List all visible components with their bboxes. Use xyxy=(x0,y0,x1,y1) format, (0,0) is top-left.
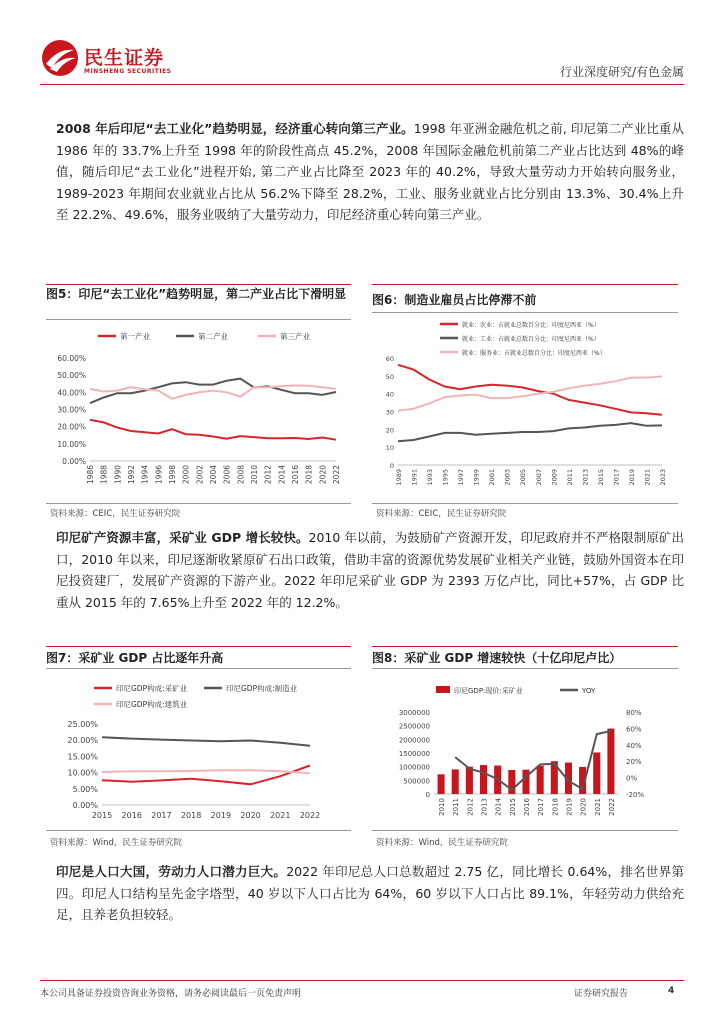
x-tick-label: 2022 xyxy=(299,811,321,820)
x-tick-label: 1993 xyxy=(426,469,435,486)
series-line-3 xyxy=(90,386,336,399)
series-line-2 xyxy=(398,423,662,441)
bar xyxy=(438,774,445,794)
series-line-3 xyxy=(102,770,310,773)
x-tick-label: 1995 xyxy=(441,469,450,486)
x-tick-label: 2016 xyxy=(523,798,531,816)
x-tick-label: 2021 xyxy=(593,798,602,816)
fig7-source-rule xyxy=(46,830,351,831)
x-tick-label: 2017 xyxy=(151,811,172,820)
fig8-title: 图8：采矿业 GDP 增速较快（十亿印尼卢比） xyxy=(372,651,622,665)
fig5-title-rule xyxy=(46,319,351,320)
y-tick-label: 10.00% xyxy=(67,768,98,778)
paragraph-body: 2010 年以前，为鼓励矿产资源开发，印尼政府并不严格限制原矿出口，2010 年以来，印尼逐渐收紧原矿石出口政策，借助丰富的资源优势发展矿业相关产业链，鼓励外国资本在印尼投资建厂，发展矿产资源的下游产业。2022 年印尼采矿业 GDP 为 2393 万亿卢比，同比+57%，占 GDP 比重从 2015 年的 7.65%上升至 2022 年的 12.2%。 xyxy=(56,530,684,610)
legend-label: 第三产业 xyxy=(280,332,310,341)
legend-label: 印尼GDP构成:采矿业 xyxy=(116,684,188,693)
series-line-1 xyxy=(102,766,310,785)
x-tick-label: 2017 xyxy=(537,798,546,816)
logo-subtitle: MINSHENG SECURITIES xyxy=(84,68,172,75)
x-tick-label: 2022 xyxy=(607,798,616,816)
x-tick-label: 2010 xyxy=(438,798,447,816)
y-tick-label: 15.00% xyxy=(67,752,98,762)
y-tick-label: 0.00% xyxy=(72,801,98,810)
x-tick-label: 2002 xyxy=(195,465,205,485)
fig7-chart xyxy=(46,672,351,827)
y-tick-label: 50.00% xyxy=(57,371,86,381)
x-tick-label: 2017 xyxy=(612,469,621,486)
y-tick-label: 50 xyxy=(385,372,394,381)
x-tick-label: 2011 xyxy=(565,469,574,486)
x-tick-label: 2013 xyxy=(480,798,489,816)
x-tick-label: 2016 xyxy=(121,811,142,820)
y-tick-label: 40 xyxy=(385,390,394,399)
x-tick-label: 2011 xyxy=(452,798,461,816)
y-tick-label: 5.00% xyxy=(72,784,98,794)
x-tick-label: 1991 xyxy=(410,469,419,486)
legend-label: 印尼GDP构成:建筑业 xyxy=(116,700,188,709)
x-tick-label: 2021 xyxy=(643,469,652,486)
series-line-1 xyxy=(398,365,662,415)
fig6-chart xyxy=(372,315,678,502)
fig7-source: 资料来源：Wind，民生证券研究院 xyxy=(50,838,182,848)
bar xyxy=(537,766,544,794)
x-tick-label: 2018 xyxy=(304,465,314,485)
x-tick-label: 2005 xyxy=(519,469,528,486)
logo xyxy=(40,38,80,78)
x-tick-label: 2016 xyxy=(291,465,300,485)
x-tick-label: 2010 xyxy=(250,465,259,485)
x-tick-label: 2020 xyxy=(240,811,261,820)
x-tick-label: 2000 xyxy=(181,465,191,485)
x-tick-label: 2003 xyxy=(503,469,512,486)
fig7-title-rule xyxy=(46,668,351,669)
y-tick-label: 20 xyxy=(385,426,394,435)
header-rule xyxy=(40,84,684,85)
fig8-title-rule xyxy=(372,668,678,669)
x-tick-label: 2012 xyxy=(263,465,273,485)
y-tick-label: 10.00% xyxy=(57,439,86,449)
x-tick-label: 2021 xyxy=(270,811,291,820)
fig6-title: 图6：制造业雇员占比停滞不前 xyxy=(372,293,537,307)
x-tick-label: 2013 xyxy=(581,469,590,486)
x-tick-label: 1986 xyxy=(86,465,95,485)
logo-name: 民生证券 xyxy=(84,47,165,69)
fig8-chart xyxy=(372,672,678,827)
y-tick-label: 30.00% xyxy=(57,405,86,415)
legend-label: 印尼GDP构成:制造业 xyxy=(226,684,298,693)
series-line-1 xyxy=(90,420,336,440)
y-tick-label: 20.00% xyxy=(67,736,98,746)
paragraph-lead: 印尼矿产资源丰富，采矿业 GDP 增长较快。 xyxy=(56,530,309,545)
bar xyxy=(593,752,600,794)
bar xyxy=(607,729,614,794)
x-tick-label: 1994 xyxy=(140,465,150,485)
fig8-source: 资料来源：Wind，民生证券研究院 xyxy=(376,838,508,848)
y-tick-label: 30 xyxy=(385,408,394,417)
paragraph-mining xyxy=(56,527,684,613)
y2-tick-label: 20% xyxy=(626,758,642,767)
x-tick-label: 2015 xyxy=(508,798,517,816)
legend-label: 第二产业 xyxy=(198,332,228,341)
y2-tick-label: 0% xyxy=(626,774,638,783)
legend-swatch xyxy=(436,686,450,693)
x-tick-label: 2004 xyxy=(209,465,218,485)
x-tick-label: 1997 xyxy=(457,469,466,486)
fig8-top-rule xyxy=(372,646,678,647)
bar xyxy=(452,769,459,794)
y-tick-label: 0 xyxy=(389,462,394,470)
y-tick-label: 60 xyxy=(385,355,394,363)
x-tick-label: 2001 xyxy=(488,469,497,486)
fig6-source: 资料来源：CEIC，民生证券研究院 xyxy=(376,509,507,519)
x-tick-label: 2019 xyxy=(565,798,574,816)
x-tick-label: 1989 xyxy=(395,469,403,486)
x-tick-label: 1999 xyxy=(472,469,481,486)
y-tick-label: 2000000 xyxy=(398,736,430,745)
x-tick-label: 2012 xyxy=(466,798,475,816)
y-tick-label: 40.00% xyxy=(57,388,86,398)
x-tick-label: 2023 xyxy=(659,469,667,486)
fig8-source-rule xyxy=(372,830,678,831)
fig6-top-rule xyxy=(372,284,678,285)
y-tick-label: 3000000 xyxy=(398,709,430,717)
footer-rule xyxy=(40,980,684,981)
y2-tick-label: 80% xyxy=(626,709,642,717)
x-tick-label: 2019 xyxy=(627,469,636,486)
y-tick-label: 25.00% xyxy=(67,720,98,729)
series-line-3 xyxy=(398,377,662,411)
y2-tick-label: -20% xyxy=(626,791,645,799)
x-tick-label: 2007 xyxy=(534,469,543,486)
x-tick-label: 2018 xyxy=(551,798,560,816)
y2-tick-label: 40% xyxy=(626,741,642,750)
bar xyxy=(480,765,487,794)
y-tick-label: 500000 xyxy=(403,777,430,786)
paragraph-population xyxy=(56,861,684,926)
fig6-source-rule xyxy=(372,503,678,504)
fig5-source-rule xyxy=(46,503,351,504)
fig7-title: 图7：采矿业 GDP 占比逐年升高 xyxy=(46,651,224,665)
x-tick-label: 2014 xyxy=(277,465,287,485)
y2-tick-label: 60% xyxy=(626,725,642,734)
x-tick-label: 1988 xyxy=(99,465,109,485)
x-tick-label: 1996 xyxy=(154,465,164,485)
x-tick-label: 2015 xyxy=(91,811,113,820)
y-tick-label: 10 xyxy=(385,444,394,453)
y-tick-label: 0 xyxy=(425,791,430,799)
y-tick-label: 1000000 xyxy=(398,763,430,772)
legend-label: 就业：服务业：占就业总数百分比：印度尼西亚（%） xyxy=(462,350,606,357)
footer-report-type: 证券研究报告 xyxy=(574,989,629,999)
x-tick-label: 2020 xyxy=(579,798,588,816)
paragraph-lead: 2008 年后印尼“去工业化”趋势明显，经济重心转向第三产业。 xyxy=(56,121,414,136)
page-number: 4 xyxy=(668,986,675,996)
legend-label: 第一产业 xyxy=(120,332,150,341)
y-tick-label: 2500000 xyxy=(398,722,430,731)
y-tick-label: 0.00% xyxy=(62,457,86,466)
x-tick-label: 2014 xyxy=(494,798,503,816)
fig5-top-rule xyxy=(46,284,351,285)
x-tick-label: 1992 xyxy=(127,465,136,485)
legend-label: 就业：农业：占就业总数百分比：印度尼西亚（%） xyxy=(462,322,600,329)
fig5-source: 资料来源：CEIC，民生证券研究院 xyxy=(50,509,181,519)
fig7-top-rule xyxy=(46,646,351,647)
bar xyxy=(466,767,473,794)
y-tick-label: 1500000 xyxy=(398,750,430,758)
paragraph-body: 2022 年印尼总人口总数超过 2.75 亿，同比增长 0.64%，排名世界第四。印尼人口结构呈先金字塔型，40 岁以下人口占比为 64%，60 岁以下人口占比 89.1%，年轻劳动力供给充足，且养老负担较轻。 xyxy=(56,864,684,922)
x-tick-label: 2019 xyxy=(210,811,232,820)
paragraph-deindustrialization xyxy=(56,118,684,226)
logo-mark-icon xyxy=(40,38,80,78)
x-tick-label: 1998 xyxy=(168,465,177,485)
report-category: 行业深度研究/有色金属 xyxy=(559,65,684,79)
legend-label: 印尼GDP:现价:采矿业 xyxy=(454,687,523,695)
yoy-line xyxy=(455,731,611,790)
legend-label: YOY xyxy=(582,687,596,695)
footer-disclaimer: 本公司具备证券投资咨询业务资格，请务必阅读最后一页免责声明 xyxy=(40,989,302,999)
x-tick-label: 2009 xyxy=(550,469,559,486)
paragraph-lead: 印尼是人口大国，劳动力人口潜力巨大。 xyxy=(56,864,287,879)
bar xyxy=(522,770,529,794)
x-tick-label: 2006 xyxy=(222,465,232,485)
x-tick-label: 2008 xyxy=(236,465,246,485)
x-tick-label: 2015 xyxy=(596,469,605,486)
fig5-title: 图5：印尼“去工业化”趋势明显，第二产业占比下滑明显 xyxy=(46,287,347,301)
x-tick-label: 2018 xyxy=(180,811,202,820)
y-tick-label: 60.00% xyxy=(57,354,86,363)
x-tick-label: 2020 xyxy=(318,465,328,485)
y-tick-label: 20.00% xyxy=(57,422,86,432)
legend-label: 就业：工业：占就业总数百分比：印度尼西亚（%） xyxy=(462,336,600,343)
fig5-chart xyxy=(46,322,351,502)
series-line-2 xyxy=(102,737,310,745)
x-tick-label: 2022 xyxy=(332,465,341,485)
x-tick-label: 1990 xyxy=(113,465,123,485)
paragraph-body: 1998 年亚洲金融危机之前, 印尼第二产业比重从 1986 年的 33.7%上升至 1998 年的阶段性高点 45.2%，2008 年国际金融危机前第二产业占比达到 48%的峰值，随后印尼“去工业化”进程开始, 第二产业占比降至 2023 年的 40.2%，导致大量劳动力开始转向服务业，1989-2023 年期间农业就业占比从 56.2%下降至 28.2%，工业、服务业就业占比分别由 13.3%、30.4%上升至 22.2%、49.6%，服务业吸纳了大量劳动力，印尼经济重心转向第三产业。 xyxy=(56,121,685,222)
fig6-title-rule xyxy=(372,312,678,313)
